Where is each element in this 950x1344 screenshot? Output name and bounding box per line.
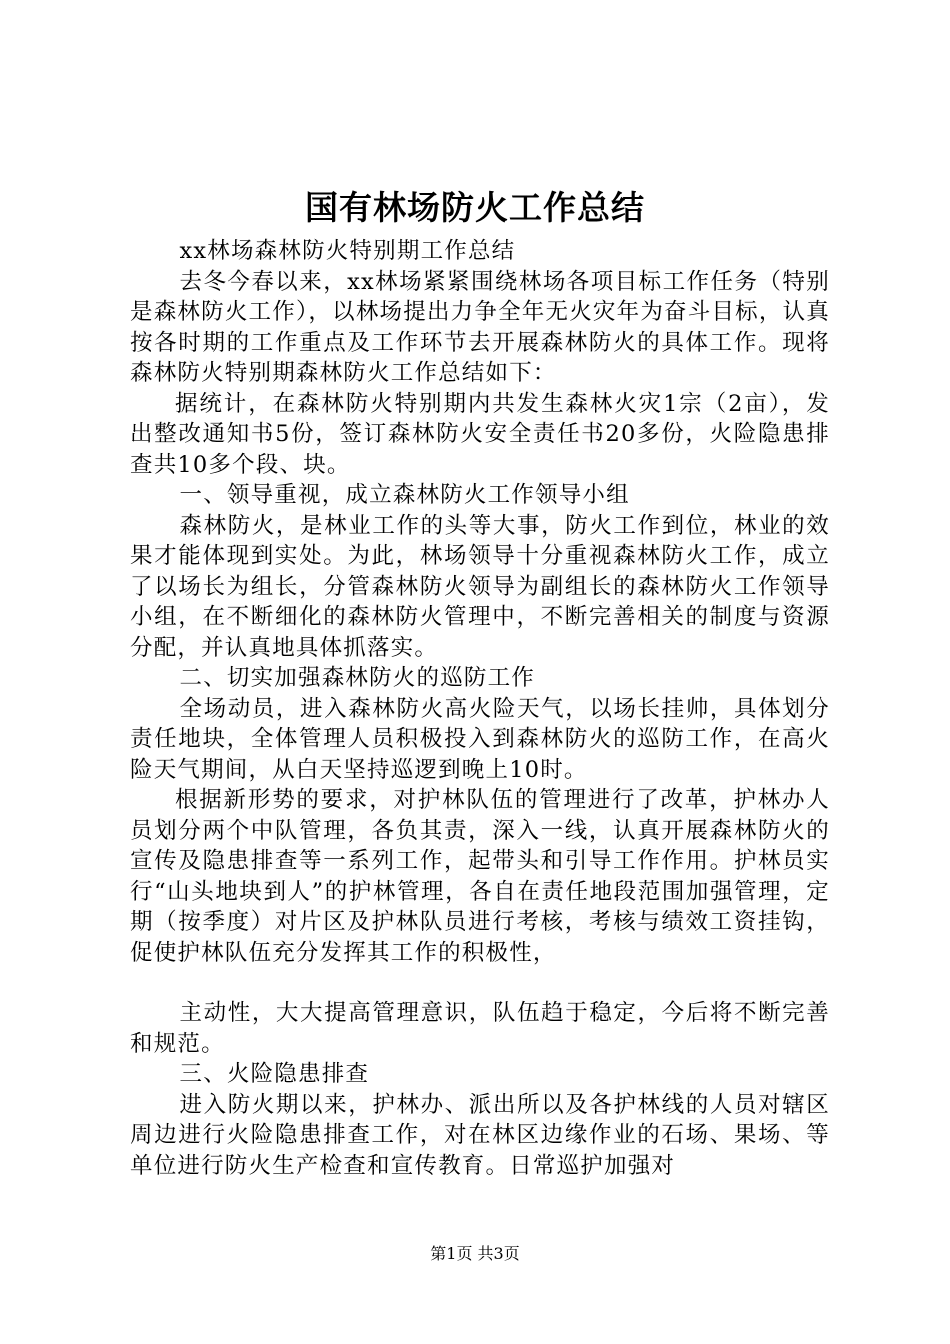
section-heading-2: 二、切实加强森林防火的巡防工作 [179,665,536,691]
document-title: 国有林场防火工作总结 [305,188,645,227]
section-2-paragraph-1: 全场动员，进入森林防火高火险天气，以场长挂帅，具体划分责任地块，全体管理人员积极投入到森林防火的巡防工作，在高火险天气期间，从白天坚持巡逻到晚上10时。 [130,695,830,783]
intro-paragraph: 去冬今春以来，xx林场紧紧围绕林场各项目标工作任务（特别是森林防火工作），以林场提出力争全年无火灾年为奋斗目标，认真按各时期的工作重点及工作环节去开展森林防火的具体工作。现将森林防火特别期森林防火工作总结如下： [130,268,830,386]
document-body [130,236,830,1181]
section-heading-1: 一、领导重视，成立森林防火工作领导小组 [179,482,630,508]
subtitle-paragraph: xx林场森林防火特别期工作总结 [179,238,516,264]
page-footer: 第1页 共3页 [430,1244,520,1263]
statistics-paragraph: 据统计，在森林防火特别期内共发生森林火灾1宗（2亩），发出整改通知书5份，签订森林防火安全责任书20多份，火险隐患排查共10多个段、块。 [130,390,830,478]
section-2-paragraph-2: 根据新形势的要求，对护林队伍的管理进行了改革，护林办人员划分两个中队管理，各负其责，深入一线，认真开展森林防火的宣传及隐患排查等一系列工作，起带头和引导工作作用。护林员实行“山头地块到人”的护林管理，各自在责任地段范围加强管理，定期（按季度）对片区及护林队员进行考核，考核与绩效工资挂钩，促使护林队伍充分发挥其工作的积极性， [130,787,830,966]
section-3-paragraph: 进入防火期以来，护林办、派出所以及各护林线的人员对辖区周边进行火险隐患排查工作，对在林区边缘作业的石场、果场、等单位进行防火生产检查和宣传教育。日常巡护加强对 [130,1091,830,1179]
section-heading-3: 三、火险隐患排查 [179,1061,370,1087]
section-2-paragraph-3: 主动性，大大提高管理意识，队伍趋于稳定，今后将不断完善和规范。 [130,1000,830,1057]
section-1-paragraph: 森林防火，是林业工作的头等大事，防火工作到位，林业的效果才能体现到实处。为此，林场领导十分重视森林防火工作，成立了以场长为组长，分管森林防火领导为副组长的森林防火工作领导小组，在不断细化的森林防火管理中，不断完善相关的制度与资源分配，并认真地具体抓落实。 [130,512,830,661]
